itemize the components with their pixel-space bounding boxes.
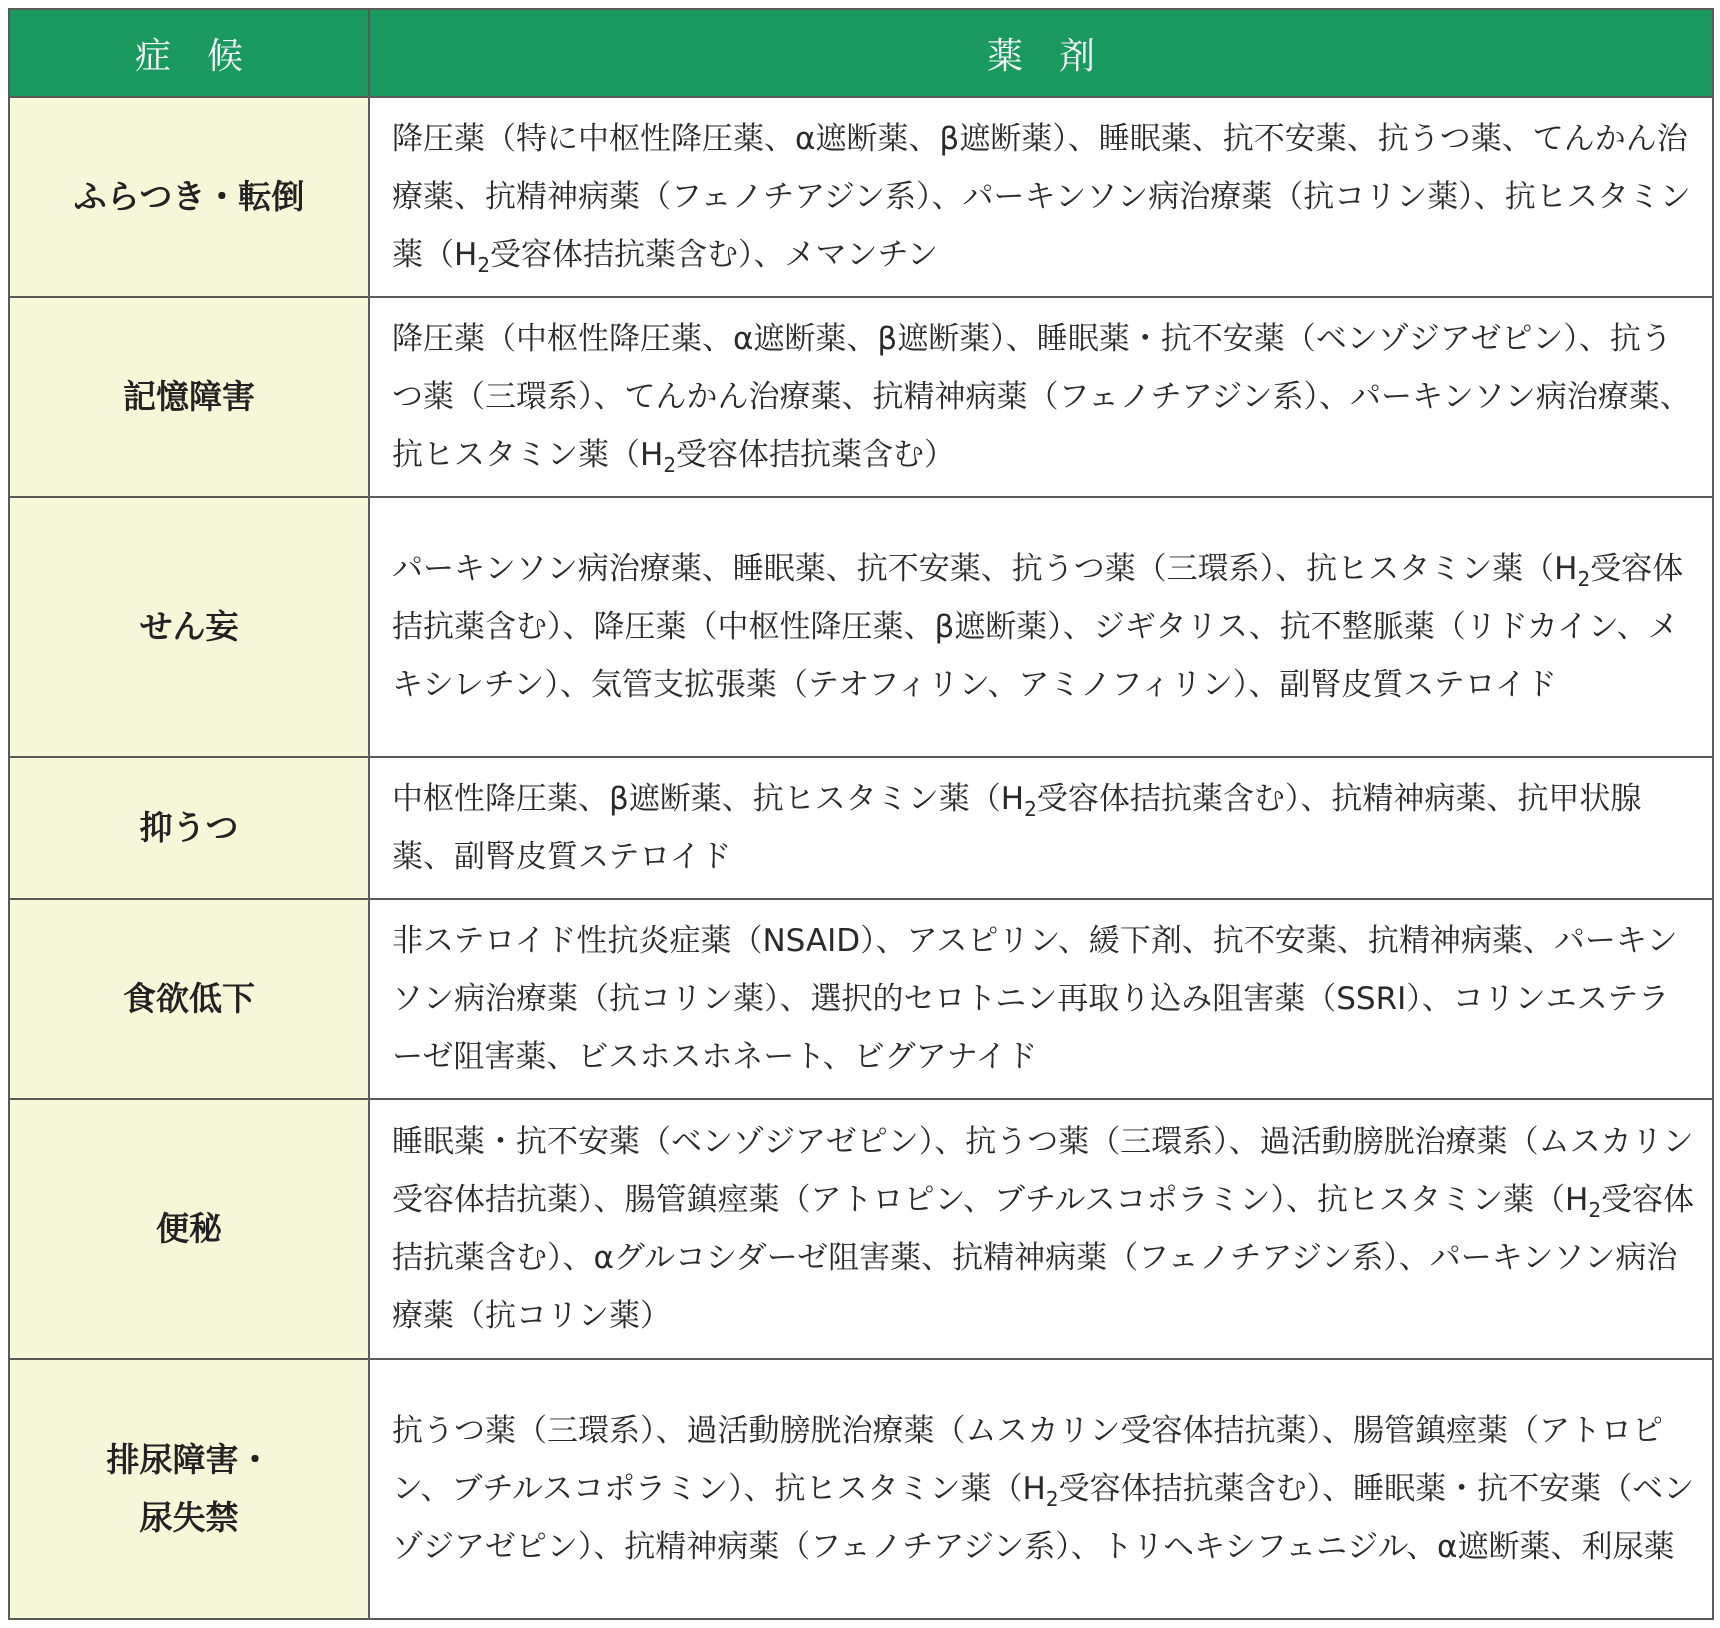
header-symptom: 症候	[9, 9, 369, 97]
drug-cell: 中枢性降圧薬、β遮断薬、抗ヒスタミン薬（$H_2$受容体拮抗薬含む）、抗精神病薬、抗甲状腺薬、副腎皮質ステロイド	[369, 757, 1713, 899]
symptom-cell: 排尿障害・ 尿失禁	[9, 1359, 369, 1619]
drug-cell: 非ステロイド性抗炎症薬（NSAID）、アスピリン、緩下剤、抗不安薬、抗精神病薬、パーキンソン病治療薬（抗コリン薬）、選択的セロトニン再取り込み阻害薬（SSRI）、コリンエステラーゼ阻害薬、ビスホスホネート、ビグアナイド	[369, 899, 1713, 1099]
symptom-cell: せん妄	[9, 497, 369, 757]
symptom-cell: 記憶障害	[9, 297, 369, 497]
symptom-cell: 便秘	[9, 1099, 369, 1359]
drug-cell: 睡眠薬・抗不安薬（ベンゾジアゼピン）、抗うつ薬（三環系）、過活動膀胱治療薬（ムスカリン受容体拮抗薬）、腸管鎮痙薬（アトロピン、ブチルスコポラミン）、抗ヒスタミン薬（$H_2$受容体拮抗薬含む）、αグルコシダーゼ阻害薬、抗精神病薬（フェノチアジン系）、パーキンソン病治療薬（抗コリン薬）	[369, 1099, 1713, 1359]
header-drug: 薬剤	[369, 9, 1713, 97]
table-header-row	[9, 9, 1713, 97]
symptom-cell: ふらつき・転倒	[9, 97, 369, 297]
table-row	[9, 97, 1713, 297]
symptom-cell: 抑うつ	[9, 757, 369, 899]
table-row	[9, 1099, 1713, 1359]
table-row	[9, 297, 1713, 497]
drug-cell: 降圧薬（中枢性降圧薬、α遮断薬、β遮断薬）、睡眠薬・抗不安薬（ベンゾジアゼピン）、抗うつ薬（三環系）、てんかん治療薬、抗精神病薬（フェノチアジン系）、パーキンソン病治療薬、抗ヒスタミン薬（$H_2$受容体拮抗薬含む）	[369, 297, 1713, 497]
drug-cell: 抗うつ薬（三環系）、過活動膀胱治療薬（ムスカリン受容体拮抗薬）、腸管鎮痙薬（アトロピン、ブチルスコポラミン）、抗ヒスタミン薬（$H_2$受容体拮抗薬含む）、睡眠薬・抗不安薬（ベンゾジアゼピン）、抗精神病薬（フェノチアジン系）、トリヘキシフェニジル、α遮断薬、利尿薬	[369, 1359, 1713, 1619]
table-row	[9, 757, 1713, 899]
symptom-drug-table	[8, 8, 1714, 1620]
symptom-cell: 食欲低下	[9, 899, 369, 1099]
table-row	[9, 497, 1713, 757]
drug-cell: パーキンソン病治療薬、睡眠薬、抗不安薬、抗うつ薬（三環系）、抗ヒスタミン薬（$H_2$受容体拮抗薬含む）、降圧薬（中枢性降圧薬、β遮断薬）、ジギタリス、抗不整脈薬（リドカイン、メキシレチン）、気管支拡張薬（テオフィリン、アミノフィリン）、副腎皮質ステロイド	[369, 497, 1713, 757]
table-row	[9, 899, 1713, 1099]
table-row	[9, 1359, 1713, 1619]
drug-cell: 降圧薬（特に中枢性降圧薬、α遮断薬、β遮断薬）、睡眠薬、抗不安薬、抗うつ薬、てんかん治療薬、抗精神病薬（フェノチアジン系）、パーキンソン病治療薬（抗コリン薬）、抗ヒスタミン薬（$H_2$受容体拮抗薬含む）、メマンチン	[369, 97, 1713, 297]
